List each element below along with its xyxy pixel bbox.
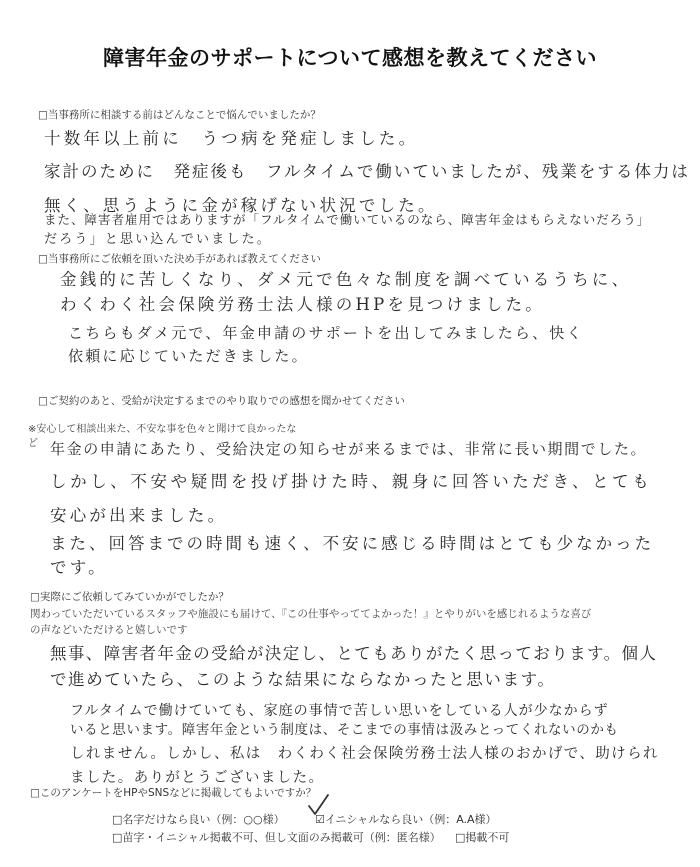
answer-1-line-5: だろう」と思い込んでいました。: [44, 232, 273, 247]
question-4-note-line-2: の声などいただけると嬉しいです: [30, 624, 188, 636]
answer-2-line-1: 金銭的に苦しくなり、ダメ元で色々な制度を調べているうちに、: [60, 270, 632, 289]
answer-2-line-2: わくわく社会保険労務士法人様のHPを見つけました。: [60, 295, 545, 314]
option-text-only[interactable]: □苗字・イニシャル掲載不可、但し文面のみ掲載可（例：匿名様）: [112, 831, 441, 844]
answer-4-line-6: ました。ありがとうございました。: [70, 770, 325, 786]
answer-3-line-5: です。: [50, 558, 108, 577]
answer-1-line-2: 家計のために 発症後も フルタイムで働いていましたが、残業をする体力は: [44, 162, 690, 181]
question-2-label: □当事務所にご依頼を頂いた決め手があれば教えてください: [38, 253, 321, 265]
question-1-label: □当事務所に相談する前はどんなことで悩んでいましたか？: [38, 109, 321, 121]
answer-1-line-3: 無く、思うように金が稼げない状況でした。: [44, 196, 438, 215]
checkmark-icon: [306, 793, 330, 817]
question-5-label: □このアンケートをHPやSNSなどに掲載してもよいですか？: [30, 787, 317, 799]
answer-3-line-4: また、回答までの時間も速く、不安に感じる時間はとても少なかった: [50, 534, 655, 553]
page-title: 障害年金のサポートについて感想を教えてください: [102, 46, 598, 70]
option-surname-only[interactable]: □名字だけなら良い（例：○○様）: [112, 813, 285, 826]
question-4-label: □実際にご依頼してみていかがでしたか？: [30, 591, 229, 603]
option-initials-only[interactable]: ☑イニシャルなら良い（例：A.A様）: [315, 813, 497, 826]
answer-4-line-2: で進めていたら、このような結果にならなかったと思います。: [50, 670, 556, 689]
question-3-note-line-2: ど: [28, 438, 38, 449]
question-4-note-line-1: 関わっていただいているスタッフや施設にも届けて、『この仕事やっててよかった！』とやりがいを感じれるような喜び: [30, 608, 592, 620]
answer-3-line-1: 年金の申請にあたり、受給決定の知らせが来るまでは、非常に長い期間でした。: [50, 440, 648, 458]
answer-4-line-4: いると思います。障害年金という制度は、そこまでの事情は汲みとってくれないのかも: [70, 722, 619, 738]
answer-4-line-5: しれません。しかし、私は わくわく社会保険労務士法人様のおかげで、助けられ: [70, 746, 659, 762]
answer-2-line-4: 依頼に応じていただきました。: [68, 347, 309, 365]
answer-3-line-2: しかし、不安や疑問を投げ掛けた時、親身に回答いただき、とても: [50, 472, 653, 491]
answer-3-line-3: 安心が出来ました。: [50, 506, 228, 525]
answer-1-line-4: また、障害者雇用ではありますが「フルタイムで働いているのなら、障害年金はもらえないだろう」: [44, 212, 651, 227]
answer-2-line-3: こちらもダメ元で、年金申請のサポートを出してみましたら、快く: [68, 324, 584, 342]
answer-1-line-1: 十数年以上前に うつ病を発症しました。: [44, 129, 419, 148]
question-3-note-line-1: ※安心して相談出来た、不安な事を色々と聞けて良かったな: [28, 424, 297, 435]
answer-4-line-1: 無事、障害者年金の受給が決定し、とてもありがたく思っております。個人: [50, 644, 658, 663]
answer-4-line-3: フルタイムで働けていても、家庭の事情で苦しい思いをしている人が少なからず: [70, 703, 609, 719]
question-3-label: □ご契約のあと、受給が決定するまでのやり取りでの感想を聞かせてください: [38, 395, 405, 407]
option-no-publish[interactable]: □掲載不可: [455, 831, 510, 844]
